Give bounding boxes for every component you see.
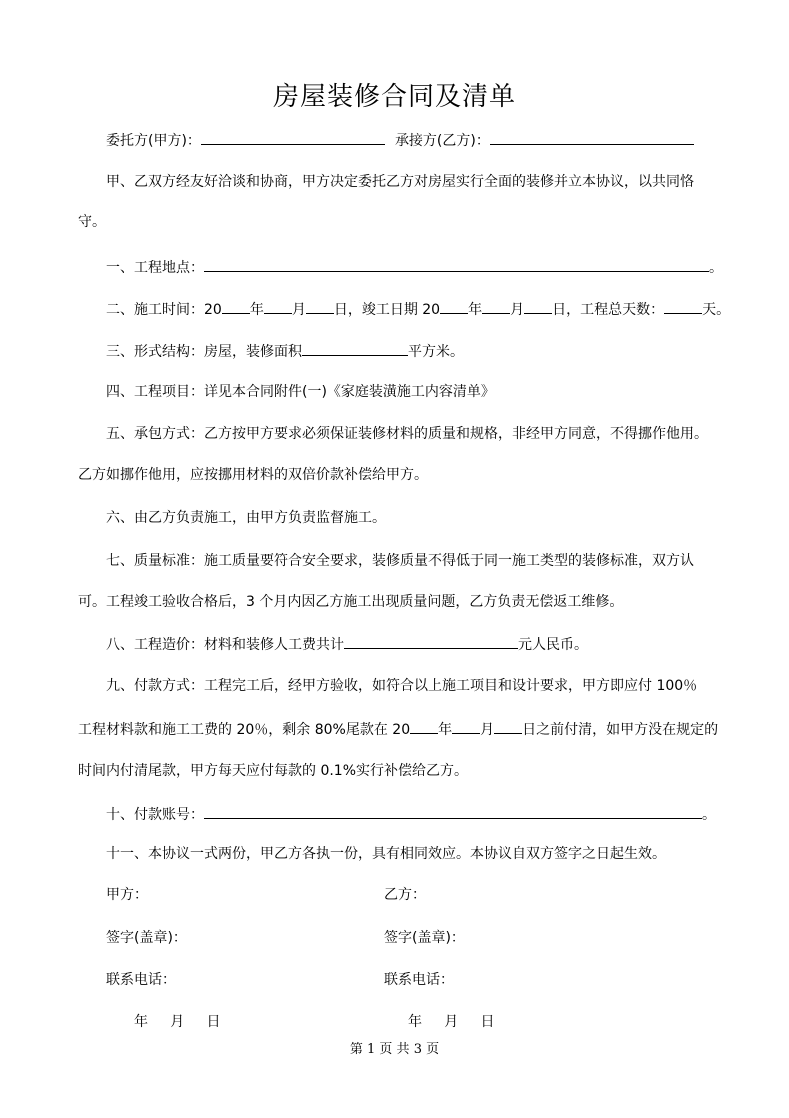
clause-11: 十一、本协议一式两份，甲乙方各执一份，具有相同效应。本协议自双方签字之日起生效。 [106,846,666,862]
total-days-label: 日，工程总天数： [552,302,665,318]
page-number: 第 1 页 共 3 页 [349,1042,440,1057]
clause-9-line-3: 时间内付清尾款，甲方每天应付每款的 0.1%实行补偿给乙方。 [78,763,469,779]
parties-line [106,130,694,150]
clause-9-line-2 [78,719,718,739]
start-year-prefix: 二、施工时间：20 [106,302,222,318]
end-day-blank [524,299,552,314]
clause-9-line-1: 九、付款方式：工程完工后，经甲方验收，如符合以上施工项目和设计要求，甲方即应付 100％ [106,678,698,694]
party-a-blank [201,130,385,145]
year-label: 年 [468,302,483,318]
location-blank [204,257,709,272]
intro-line-1: 甲、乙双方经友好洽谈和协商，甲方决定委托乙方对房屋实行全面的装修并立本协议，以共同恪 [106,174,694,190]
clause-4-items: 四、工程项目：详见本合同附件(一)《家庭装潢施工内容清单》 [106,384,495,400]
payment-deadline-text: 日之前付清，如甲方没在规定的 [522,722,719,738]
year-label: 年 [438,722,453,738]
start-day-blank [306,299,334,314]
clause-5-line-1: 五、承包方式：乙方按甲方要求必须保证装修材料的质量和规格，非经甲方同意，不得挪作他用。 [106,426,708,442]
payment-month-blank [452,719,480,734]
clause-10-account [106,804,716,824]
payment-text: 工程材料款和施工工费的 20％，剩余 80%尾款在 20 [78,722,411,738]
intro-line-2: 守。 [78,214,106,230]
party-a-date: 年 月 日 [134,1014,221,1030]
days-unit: 天。 [702,302,731,318]
payment-year-blank [410,719,438,734]
clause-8-cost [106,634,588,654]
completion-year-prefix: 日，竣工日期 20 [333,302,441,318]
clause-2-schedule [106,299,730,319]
clause-1-end: 。 [709,260,723,276]
clause-10-end: 。 [702,807,716,823]
month-label: 月 [480,722,495,738]
area-label: 三、形式结构：房屋，装修面积 [106,344,302,360]
clause-3-structure [106,341,464,361]
end-year-blank [440,299,468,314]
year-label: 年 [249,302,264,318]
clause-1-label: 一、工程地点： [106,260,204,276]
area-blank [302,341,408,356]
clause-7-line-2: 可。工程竣工验收合格后，3 个月内因乙方施工出现质量问题，乙方负责无偿返工维修。 [78,594,624,610]
party-a-label: 委托方(甲方)： [106,133,201,149]
party-a-seal-label: 签字(盖章)： [106,930,187,946]
cost-label: 八、工程造价：材料和装修人工费共计 [106,637,344,653]
total-days-blank [664,299,702,314]
payment-day-blank [494,719,522,734]
party-a-phone-label: 联系电话： [106,972,176,988]
account-label: 十、付款账号： [106,807,204,823]
start-year-blank [222,299,250,314]
party-b-phone-label: 联系电话： [384,972,454,988]
month-label: 月 [291,302,306,318]
cost-blank [344,634,518,649]
party-a-signature-label: 甲方： [106,887,148,903]
clause-5-line-2: 乙方如挪作他用，应按挪用材料的双倍价款补偿给甲方。 [78,467,428,483]
party-b-seal-label: 签字(盖章)： [384,930,465,946]
document-title: 房屋装修合同及清单 [272,82,516,112]
clause-1-location [106,257,723,277]
party-b-date: 年 月 日 [408,1014,495,1030]
clause-6: 六、由乙方负责施工，由甲方负责监督施工。 [106,510,386,526]
account-blank [204,804,702,819]
month-label: 月 [510,302,525,318]
start-month-blank [264,299,292,314]
party-b-signature-label: 乙方： [384,887,426,903]
end-month-blank [482,299,510,314]
clause-7-line-1: 七、质量标准：施工质量要符合安全要求，装修质量不得低于同一施工类型的装修标准，双方认 [106,553,694,569]
party-b-blank [490,130,694,145]
cost-unit: 元人民币。 [518,637,588,653]
area-unit: 平方米。 [408,344,464,360]
party-b-label: 承接方(乙方)： [394,133,490,149]
